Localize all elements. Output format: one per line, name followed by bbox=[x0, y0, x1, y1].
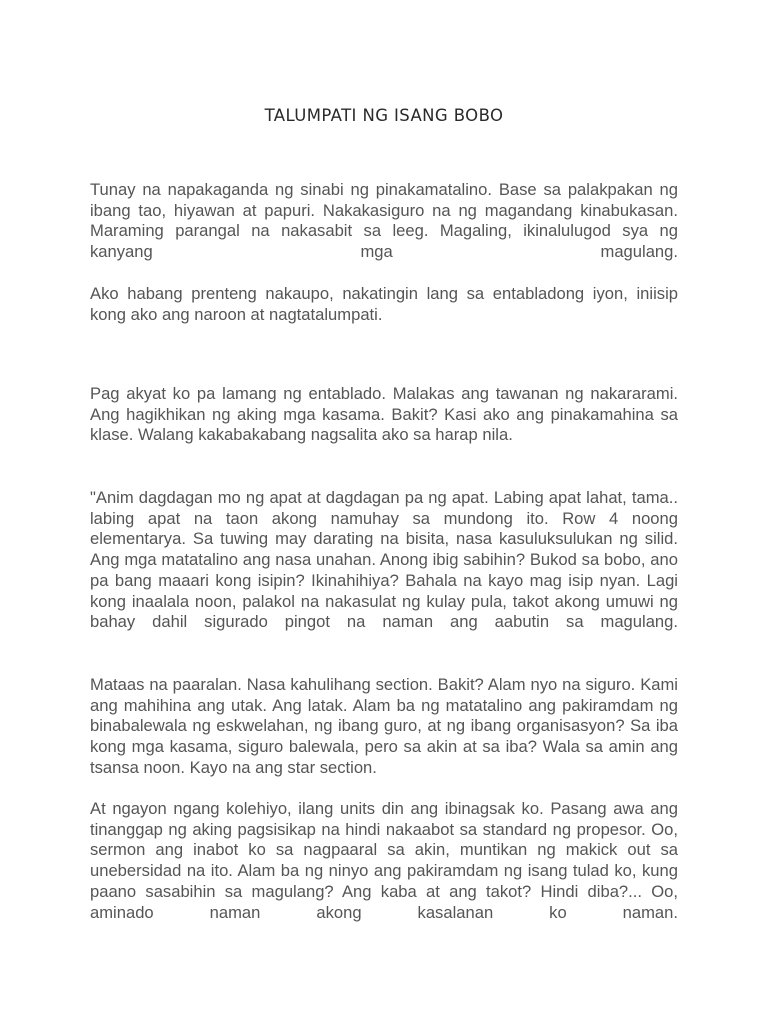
paragraph-2: Ako habang prenteng nakaupo, nakatingin lang sa entabladong iyon, iniisip kong ako ang naroon at nagtatalumpati. bbox=[90, 284, 678, 324]
paragraph-4: "Anim dagdagan mo ng apat at dagdagan pa ng apat. Labing apat lahat, tama.. labing apat na taon akong namuhay sa mundong ito. Row 4 noong elementarya. Sa tuwing may darating na bisita, nasa kasuluksulukan ng silid. Ang mga matatalino ang nasa unahan. Anong ibig sabihin? Bukod sa bobo, ano pa bang maaari kong isipin? Ikinahihiya? Bahala na kayo mag isip nyan. Lagi kong inaalala noon, palakol na nakasulat ng kulay pula, takot akong umuwi ng bahay dahil sigurado pingot na naman ang aabutin sa magulang. bbox=[90, 488, 678, 632]
paragraph-1: Tunay na napakaganda ng sinabi ng pinakamatalino. Base sa palakpakan ng ibang tao, hiyawan at papuri. Nakakasiguro na ng magandang kinabukasan. Maraming parangal na nakasabit sa leeg. Magaling, ikinalulugod sya ng kanyang mga magulang. bbox=[90, 180, 678, 262]
document-title: TALUMPATI NG ISANG BOBO bbox=[264, 106, 504, 125]
paragraph-3: Pag akyat ko pa lamang ng entablado. Malakas ang tawanan ng nakararami. Ang hagikhikan ng aking mga kasama. Bakit? Kasi ako ang pinakamahina sa klase. Walang kakabakabang nagsalita ako sa harap nila. bbox=[90, 384, 678, 445]
paragraph-6: At ngayon ngang kolehiyo, ilang units din ang ibinagsak ko. Pasang awa ang tinanggap ng aking pagsisikap na hindi nakaabot sa standard ng propesor. Oo, sermon ang inabot ko sa nagpaaral sa akin, muntikan ng makick out sa unebersidad na ito. Alam ba ng ninyo ang pakiramdam ng isang tulad ko, kung paano sasabihin sa magulang? Ang kaba at ang takot? Hindi diba?... Oo, aminado naman akong kasalanan ko naman. bbox=[90, 799, 678, 922]
paragraph-5: Mataas na paaralan. Nasa kahulihang section. Bakit? Alam nyo na siguro. Kami ang mahihina ang utak. Ang latak. Alam ba ng matatalino ang pakiramdam ng binabalewala ng eskwelahan, ng ibang guro, at ng ibang organisasyon? Sa iba kong mga kasama, siguro balewala, pero sa akin at sa iba? Wala sa amin ang tsansa noon. Kayo na ang star section. bbox=[90, 675, 678, 777]
